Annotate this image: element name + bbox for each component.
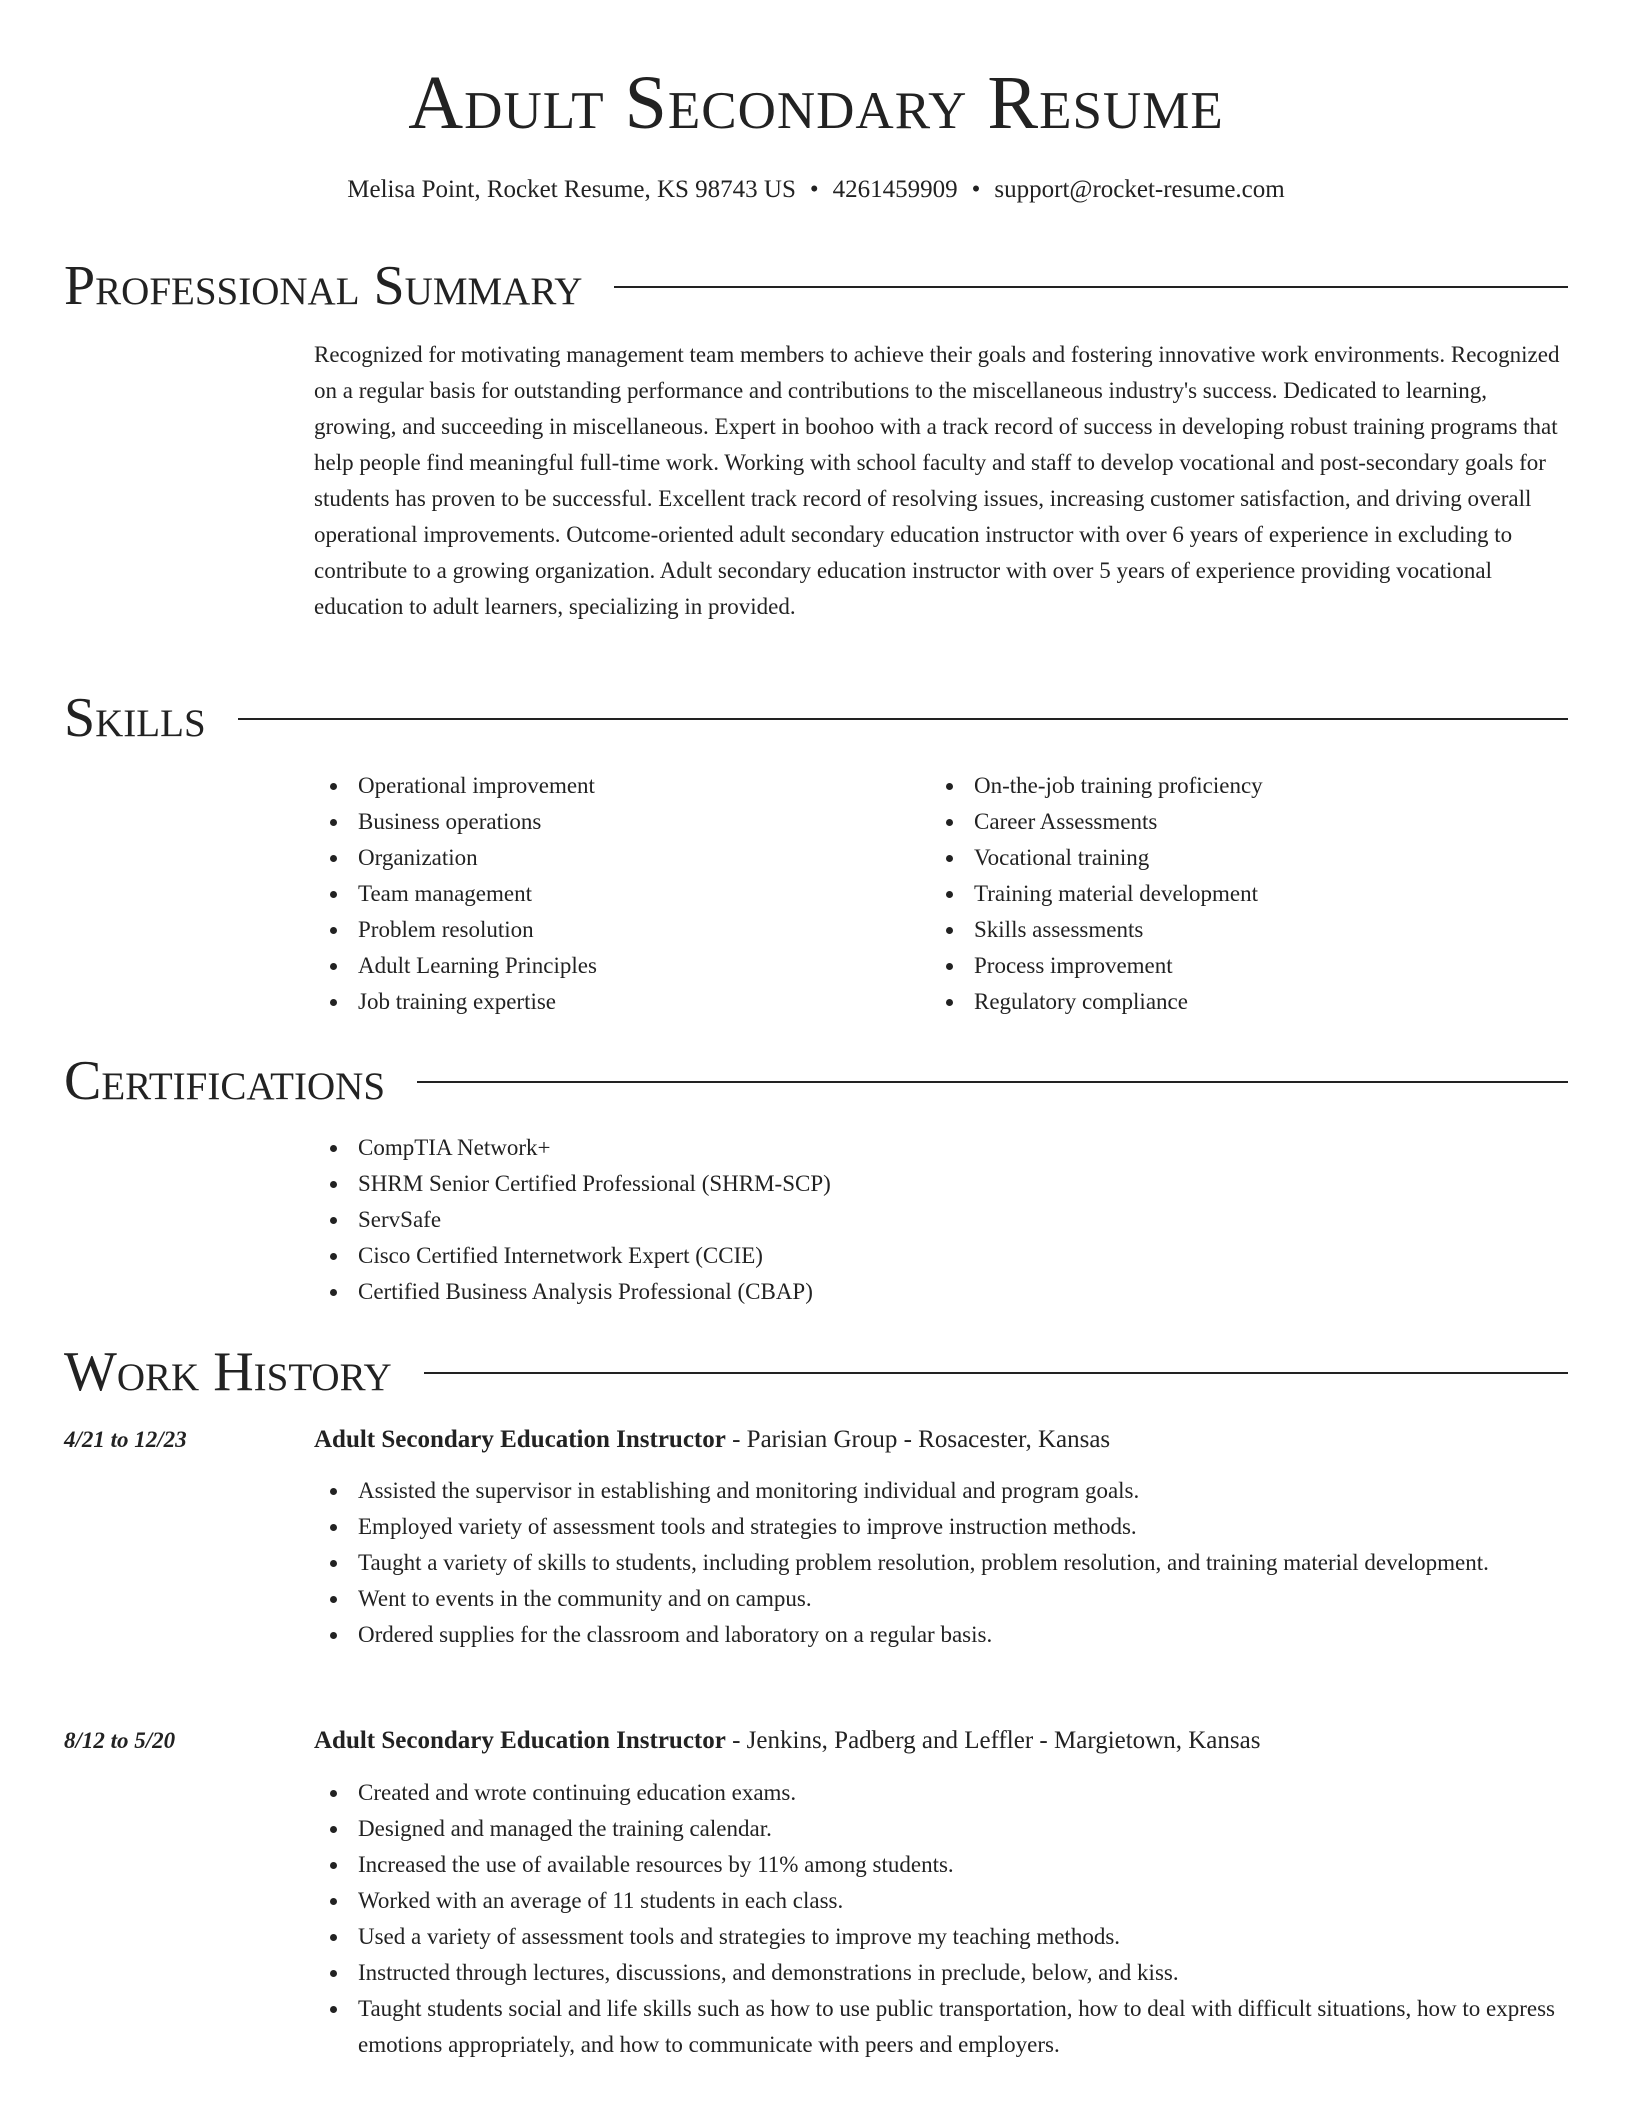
section-header-skills: [64, 686, 1568, 750]
job-heading: [314, 1723, 1568, 1759]
job-bullet: Taught a variety of skills to students, including problem resolution, problem resolution, and training material development.: [314, 1545, 1568, 1581]
skill-item: Operational improvement: [314, 768, 930, 804]
job-employer-location: - Parisian Group - Rosacester, Kansas: [725, 1426, 1111, 1453]
skill-item: Training material development: [930, 876, 1546, 912]
certification-item: ServSafe: [314, 1202, 1568, 1238]
contact-phone: 4261459909: [832, 176, 958, 203]
contact-line: [0, 174, 1632, 206]
job-bullets: [314, 1473, 1568, 1653]
certification-item: Cisco Certified Internetwork Expert (CCIE): [314, 1238, 1568, 1274]
section-divider: [614, 286, 1568, 288]
job-bullet: Ordered supplies for the classroom and laboratory on a regular basis.: [314, 1617, 1568, 1653]
certification-item: CompTIA Network+: [314, 1130, 1568, 1166]
section-divider: [417, 1081, 1568, 1083]
skills-block: [314, 768, 1568, 1020]
skill-item: Business operations: [314, 804, 930, 840]
section-title-certifications: Certifications: [64, 1050, 386, 1112]
summary-block: [314, 337, 1568, 625]
section-divider: [424, 1372, 1568, 1374]
skill-item: Regulatory compliance: [930, 984, 1546, 1020]
skill-item: Problem resolution: [314, 912, 930, 948]
job-bullet: Created and wrote continuing education exams.: [314, 1775, 1568, 1811]
job-employer-location: - Jenkins, Padberg and Leffler - Margietown, Kansas: [725, 1727, 1261, 1754]
skill-item: Team management: [314, 876, 930, 912]
certification-item: SHRM Senior Certified Professional (SHRM-SCP): [314, 1166, 1568, 1202]
job-bullet: Employed variety of assessment tools and strategies to improve instruction methods.: [314, 1509, 1568, 1545]
job-title: Adult Secondary Education Instructor: [314, 1727, 726, 1754]
job-bullet: Instructed through lectures, discussions, and demonstrations in preclude, below, and kiss.: [314, 1955, 1568, 1991]
job-bullet: Went to events in the community and on campus.: [314, 1581, 1568, 1617]
skill-item: Vocational training: [930, 840, 1546, 876]
section-title-work-history: Work History: [64, 1341, 392, 1403]
contact-separator: •: [809, 176, 819, 203]
contact-email[interactable]: support@rocket-resume.com: [994, 176, 1285, 203]
job-bullet: Used a variety of assessment tools and strategies to improve my teaching methods.: [314, 1919, 1568, 1955]
skill-item: Adult Learning Principles: [314, 948, 930, 984]
job-dates: 4/21 to 12/23: [64, 1427, 187, 1452]
job-bullet: Assisted the supervisor in establishing and monitoring individual and program goals.: [314, 1473, 1568, 1509]
skills-list-right: [930, 768, 1546, 1020]
certifications-block: [314, 1130, 1568, 1310]
skill-item: Career Assessments: [930, 804, 1546, 840]
section-title-skills: Skills: [64, 687, 206, 749]
job-bullet: Worked with an average of 11 students in each class.: [314, 1883, 1568, 1919]
skill-item: Skills assessments: [930, 912, 1546, 948]
resume-title: Adult Secondary Resume: [408, 61, 1224, 145]
job-heading: [314, 1422, 1568, 1458]
job-bullet: Taught students social and life skills such as how to use public transportation, how to deal with difficult situations, how to express emotions appropriately, and how to communicate with peers and employers.: [314, 1991, 1568, 2063]
job-bullet: Designed and managed the training calendar.: [314, 1811, 1568, 1847]
section-header-certifications: [64, 1049, 1568, 1113]
job-dates: 8/12 to 5/20: [64, 1728, 176, 1753]
skill-item: Process improvement: [930, 948, 1546, 984]
job-bullets: [314, 1775, 1568, 2063]
skill-item: On-the-job training proficiency: [930, 768, 1546, 804]
certifications-list: [314, 1130, 1568, 1310]
skill-item: Organization: [314, 840, 930, 876]
skill-item: Job training expertise: [314, 984, 930, 1020]
skills-list-left: [314, 768, 930, 1020]
job-title: Adult Secondary Education Instructor: [314, 1426, 726, 1453]
contact-separator: •: [971, 176, 981, 203]
section-title-summary: Professional Summary: [64, 255, 583, 317]
certification-item: Certified Business Analysis Professional (CBAP): [314, 1274, 1568, 1310]
section-divider: [238, 718, 1568, 720]
section-header-summary: [64, 254, 1568, 318]
section-header-work-history: [64, 1340, 1568, 1404]
summary-text: Recognized for motivating management team members to achieve their goals and fostering innovative work environments. Recognized on a regular basis for outstanding performance and contributions to the miscellaneous industry's success. Dedicated to learning, growing, and succeeding in miscellaneous. Expert in boohoo with a track record of success in developing robust training programs that help people find meaningful full-time work. Working with school faculty and staff to develop vocational and post-secondary goals for students has proven to be successful. Excellent track record of resolving issues, increasing customer satisfaction, and driving overall operational improvements. Outcome-oriented adult secondary education instructor with over 6 years of experience in excluding to contribute to a growing organization. Adult secondary education instructor with over 5 years of experience providing vocational education to adult learners, specializing in provided.: [314, 342, 1560, 619]
contact-address: Melisa Point, Rocket Resume, KS 98743 US: [347, 176, 796, 203]
job-bullet: Increased the use of available resources by 11% among students.: [314, 1847, 1568, 1883]
